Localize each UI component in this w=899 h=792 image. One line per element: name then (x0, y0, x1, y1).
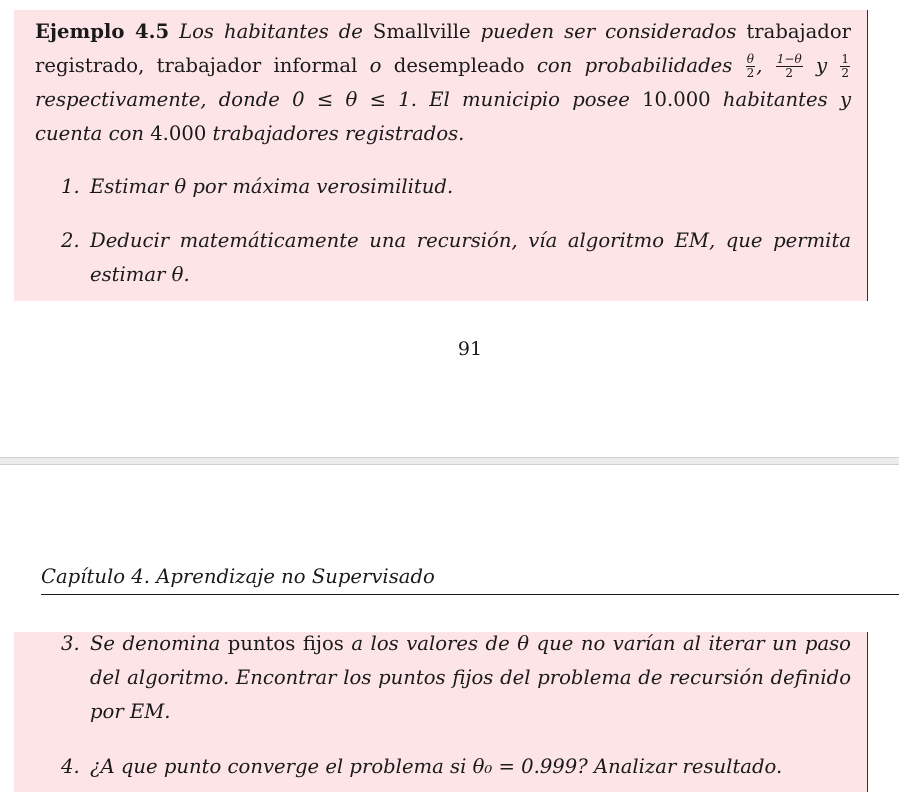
fraction-one-minus-theta-half: $\frac{1-\theta}{2}$ (776, 52, 802, 81)
number-inline: 4.000 (150, 122, 207, 145)
list-item: 4. ¿A que punto converge el problema si θ₀ = 0.999? Analizar resultado. (61, 755, 783, 778)
math-inline: 0 ≤ θ ≤ 1 (292, 88, 411, 111)
fraction-theta-half: $\frac{\theta}{2}$ (746, 52, 755, 81)
statement-text: con probabilidades (536, 54, 733, 77)
page-number: 91 (457, 338, 483, 360)
statement-text: o (369, 54, 382, 77)
statement-text: Smallville (372, 20, 471, 43)
number-inline: 10.000 (642, 88, 711, 111)
list-item: 2. Deducir matemáticamente una recursión, vía algoritmo EM, que permita estimar θ. (61, 229, 851, 286)
list-item: 3. Se denomina puntos fijos a los valores de θ que no varían al iterar un paso del algoritmo. Encontrar los puntos fijos del problema de recursión definido por EM. (61, 632, 851, 723)
header-rule (41, 594, 899, 595)
statement-text: trabajadores registrados. (212, 122, 465, 145)
statement-text: respectivamente, donde (35, 88, 280, 111)
list-item: 1. Estimar θ por máxima verosimilitud. (61, 175, 454, 198)
example-heading: Ejemplo 4.5 (35, 20, 170, 43)
statement-text: habitantes y cuenta con (35, 88, 852, 145)
page-divider (0, 457, 899, 465)
statement-text: . El municipio posee (410, 88, 630, 111)
statement-text: Los habitantes de (179, 20, 363, 43)
math-inline: θ₀ = 0.999 (472, 755, 578, 778)
statement-text: y (816, 54, 828, 77)
statement-text: trabajador registrado, trabajador informal (35, 20, 852, 77)
fraction-one-half: $\frac{1}{2}$ (841, 52, 850, 81)
example-statement: Ejemplo 4.5 Los habitantes de Smallville pueden ser considerados trabajador registrado, trabajador informal o desempleado con probabilidades $\frac{\theta}{2}$ , $\frac{1-\theta}{2}$ y $\frac{1}{2}$ respectivamente, donde 0 ≤ θ ≤ 1. El municipio posee 10.000 habitantes y cuenta con 4.000 trabajadores registrados. (35, 20, 852, 145)
chapter-header: Capítulo 4. Aprendizaje no Supervisado (41, 565, 435, 588)
statement-text: pueden ser considerados (480, 20, 737, 43)
statement-text: desempleado (393, 54, 525, 77)
example-box-top (14, 10, 868, 301)
example-box-bottom (14, 632, 868, 792)
